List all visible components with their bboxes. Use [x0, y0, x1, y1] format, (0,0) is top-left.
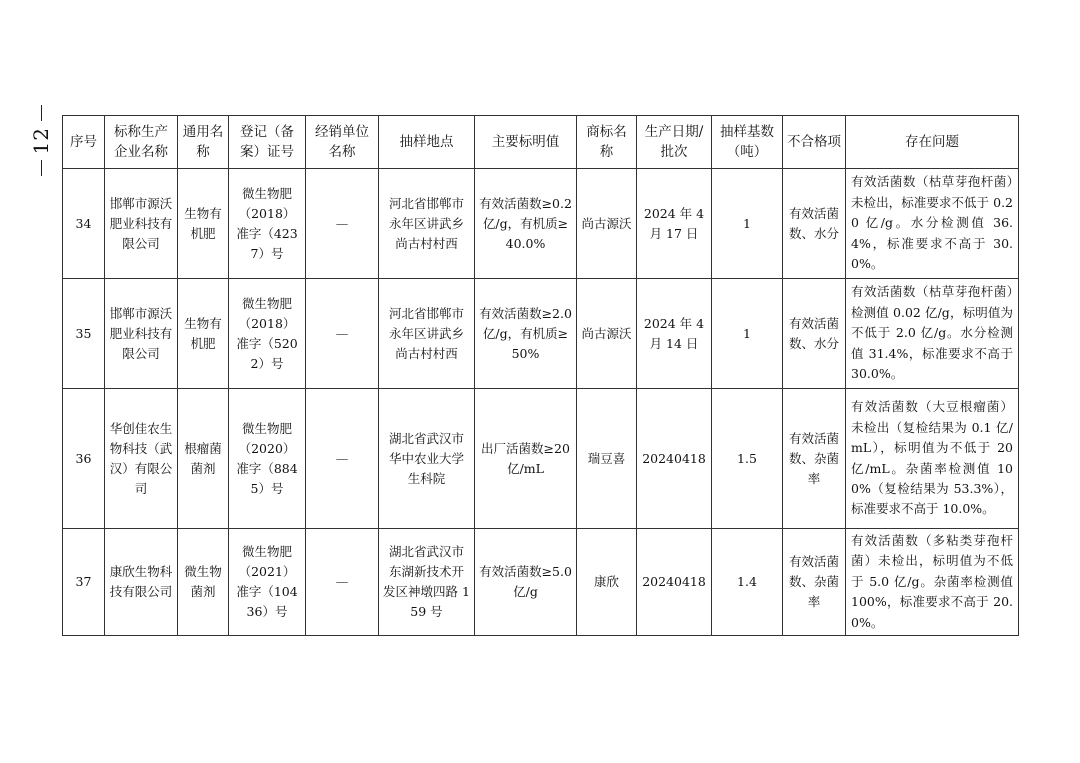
cell-common-name: 生物有机肥: [178, 279, 229, 389]
cell-production-date: 20240418: [637, 529, 712, 636]
header-trademark: 商标名称: [577, 116, 637, 169]
cell-failed-items: 有效活菌数、杂菌率: [783, 529, 846, 636]
table-row: [63, 389, 1019, 529]
cell-sampling-site: 河北省邯郸市永年区讲武乡尚古村村西: [379, 169, 475, 279]
cell-sampling-site: 湖北省武汉市东湖新技术开发区神墩四路 159 号: [379, 529, 475, 636]
cell-registration: 微生物肥（2020）准字（8845）号: [229, 389, 306, 529]
cell-seq: 35: [63, 279, 105, 389]
cell-registration: 微生物肥（2018）准字（4237）号: [229, 169, 306, 279]
cell-failed-items: 有效活菌数、水分: [783, 169, 846, 279]
cell-production-date: 2024 年 4 月 14 日: [637, 279, 712, 389]
inspection-results-table: [62, 115, 1019, 636]
page-number: [26, 105, 56, 185]
cell-company: 康欣生物科技有限公司: [105, 529, 178, 636]
cell-sample-base: 1.5: [712, 389, 783, 529]
cell-trademark: 瑞豆喜: [577, 389, 637, 529]
cell-main-label: 有效活菌数≥0.2 亿/g，有机质≥40.0%: [475, 169, 577, 279]
cell-trademark: 尚古源沃: [577, 169, 637, 279]
page-number-dash-top: [41, 105, 42, 121]
cell-trademark: 尚古源沃: [577, 279, 637, 389]
cell-sample-base: 1.4: [712, 529, 783, 636]
cell-common-name: 生物有机肥: [178, 169, 229, 279]
header-sample-base: 抽样基数（吨）: [712, 116, 783, 169]
header-issues: 存在问题: [846, 116, 1019, 169]
cell-distributor: —: [306, 529, 379, 636]
cell-company: 邯郸市源沃肥业科技有限公司: [105, 279, 178, 389]
header-sampling-site: 抽样地点: [379, 116, 475, 169]
page-number-dash-bottom: [41, 160, 42, 176]
cell-production-date: 20240418: [637, 389, 712, 529]
table-header-row: [63, 116, 1019, 169]
cell-sample-base: 1: [712, 169, 783, 279]
cell-issues: 有效活菌数（枯草芽孢杆菌）未检出，标准要求不低于 0.20 亿/g。水分检测值 36.4%，标准要求不高于 30.0%。: [846, 169, 1019, 279]
header-main-label: 主要标明值: [475, 116, 577, 169]
page-number-text: 12: [29, 127, 53, 155]
header-production-date: 生产日期/批次: [637, 116, 712, 169]
header-failed-items: 不合格项: [783, 116, 846, 169]
header-distributor: 经销单位名称: [306, 116, 379, 169]
table-row: [63, 169, 1019, 279]
cell-issues: 有效活菌数（多粘类芽孢杆菌）未检出，标明值为不低于 5.0 亿/g。杂菌率检测值 100%，标准要求不高于 20.0%。: [846, 529, 1019, 636]
cell-seq: 36: [63, 389, 105, 529]
cell-distributor: —: [306, 169, 379, 279]
cell-seq: 37: [63, 529, 105, 636]
cell-sampling-site: 河北省邯郸市永年区讲武乡尚古村村西: [379, 279, 475, 389]
cell-main-label: 出厂活菌数≥20 亿/mL: [475, 389, 577, 529]
cell-distributor: —: [306, 389, 379, 529]
cell-company: 邯郸市源沃肥业科技有限公司: [105, 169, 178, 279]
cell-sample-base: 1: [712, 279, 783, 389]
cell-main-label: 有效活菌数≥2.0 亿/g，有机质≥50%: [475, 279, 577, 389]
cell-main-label: 有效活菌数≥5.0 亿/g: [475, 529, 577, 636]
cell-production-date: 2024 年 4 月 17 日: [637, 169, 712, 279]
cell-trademark: 康欣: [577, 529, 637, 636]
cell-registration: 微生物肥（2018）准字（5202）号: [229, 279, 306, 389]
cell-registration: 微生物肥（2021）准字（10436）号: [229, 529, 306, 636]
cell-issues: 有效活菌数（大豆根瘤菌）未检出（复检结果为 0.1 亿/mL），标明值为不低于 20 亿/mL。杂菌率检测值 100%（复检结果为 53.3%），标准要求不高于 10.0%。: [846, 389, 1019, 529]
cell-distributor: —: [306, 279, 379, 389]
cell-company: 华创佳农生物科技（武汉）有限公司: [105, 389, 178, 529]
table-row: [63, 279, 1019, 389]
header-company: 标称生产企业名称: [105, 116, 178, 169]
cell-sampling-site: 湖北省武汉市华中农业大学生科院: [379, 389, 475, 529]
header-seq: 序号: [63, 116, 105, 169]
table-row: [63, 529, 1019, 636]
cell-failed-items: 有效活菌数、杂菌率: [783, 389, 846, 529]
cell-failed-items: 有效活菌数、水分: [783, 279, 846, 389]
cell-common-name: 根瘤菌菌剂: [178, 389, 229, 529]
header-common-name: 通用名称: [178, 116, 229, 169]
cell-issues: 有效活菌数（枯草芽孢杆菌）检测值 0.02 亿/g，标明值为不低于 2.0 亿/g。水分检测值 31.4%，标准要求不高于 30.0%。: [846, 279, 1019, 389]
header-registration: 登记（备案）证号: [229, 116, 306, 169]
cell-seq: 34: [63, 169, 105, 279]
cell-common-name: 微生物菌剂: [178, 529, 229, 636]
